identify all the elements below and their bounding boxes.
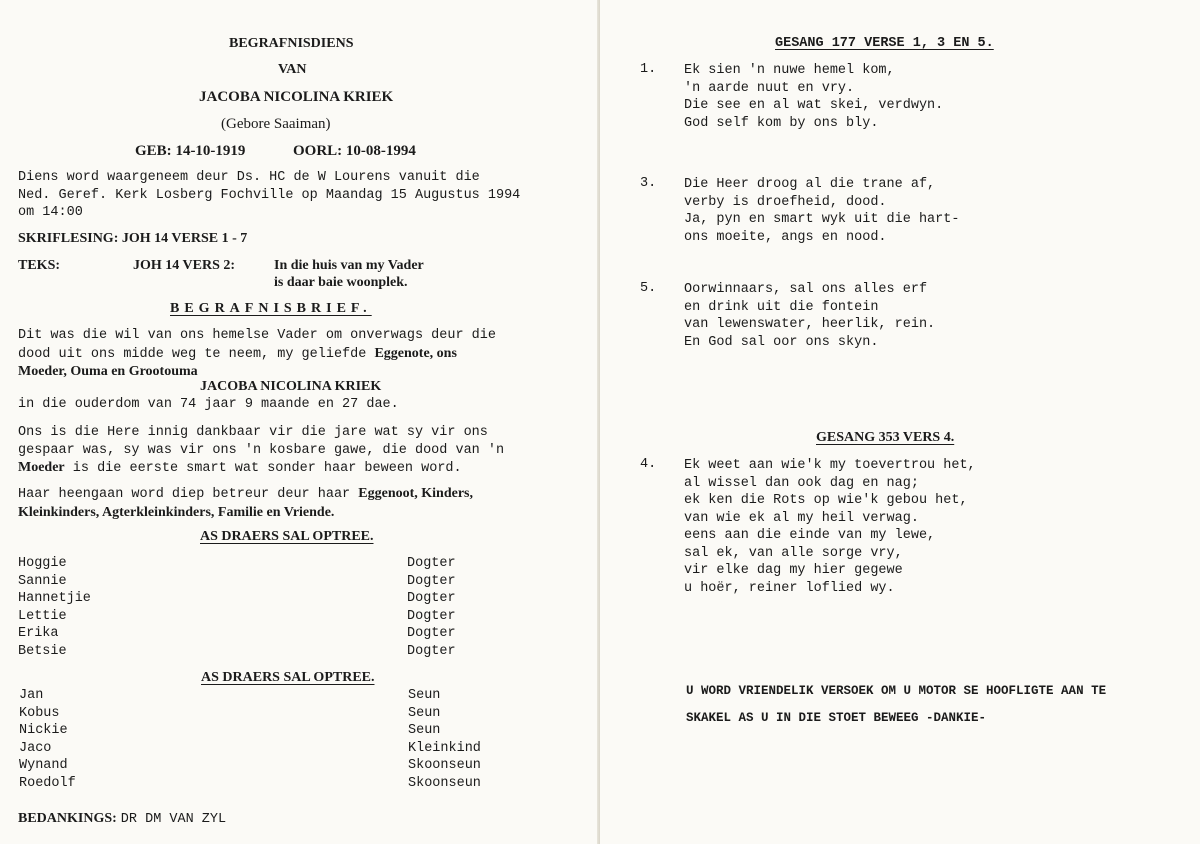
bearer-row — [19, 688, 499, 706]
hymn-verse — [640, 281, 656, 296]
bearers-heading-2: AS DRAERS SAL OPTREE. — [201, 670, 375, 685]
bearer-relation: Skoonseun — [408, 758, 481, 773]
verse-number: 4. — [640, 457, 657, 472]
service-line: Ned. Geref. Kerk Losberg Fochville op Maandag 15 Augustus 1994 — [18, 187, 521, 203]
verse-line: En God sal oor ons skyn. — [684, 334, 879, 350]
verse-line: ek ken die Rots op wie'k gebou het, — [684, 493, 968, 508]
hymn-verse-lines — [684, 62, 943, 132]
text-reference: JOH 14 VERS 2: — [133, 258, 236, 273]
letter-line: gespaar was, sy was vir ons 'n kosbare gawe, die dood van 'n — [18, 442, 505, 458]
letter-line — [18, 459, 504, 478]
bearer-row — [18, 556, 498, 574]
scripture-reading — [18, 231, 247, 247]
service-title: BEGRAFNISDIENS — [229, 36, 354, 51]
bearer-name: Jaco — [19, 740, 52, 756]
birth-date — [135, 143, 245, 160]
bearer-row — [18, 609, 498, 627]
bearer-relation: Dogter — [407, 608, 456, 624]
verse-line: Ek weet aan wie'k my toevertrou het, — [684, 458, 976, 473]
letter-line — [18, 485, 473, 504]
bearer-row — [19, 776, 499, 794]
bearers-list-2 — [19, 688, 499, 793]
hymn-verse — [640, 176, 656, 191]
bearer-row — [18, 574, 498, 592]
letter-emphasis: Eggenoot, Kinders, — [358, 486, 473, 501]
bearer-relation: Seun — [408, 688, 441, 703]
hymn-verse-lines — [684, 281, 935, 351]
verse-line: Die Heer droog al die trane af, — [684, 177, 936, 192]
letter-line — [18, 345, 496, 364]
bearer-name: Lettie — [18, 608, 67, 624]
bearer-row — [19, 758, 499, 776]
verse-number: 1. — [640, 62, 657, 77]
bearer-row — [19, 741, 499, 759]
verse-number: 5. — [640, 281, 657, 296]
bearer-relation: Dogter — [407, 591, 456, 606]
bearer-relation: Seun — [408, 723, 441, 738]
verse-line: Die see en al wat skei, verdwyn. — [684, 98, 944, 113]
letter-age: in die ouderdom van 74 jaar 9 maande en 27 dae. — [18, 397, 399, 412]
verse-line: al wissel dan ook dag en nag; — [684, 475, 919, 491]
letter-text: Haar heengaan word diep betreur deur haar — [18, 487, 351, 502]
bearer-relation: Dogter — [407, 643, 456, 659]
bearer-relation: Skoonseun — [408, 775, 481, 791]
bearers-heading-1: AS DRAERS SAL OPTREE. — [200, 529, 374, 544]
letter-paragraph-3 — [18, 485, 473, 521]
hymn-177-heading: GESANG 177 VERSE 1, 3 EN 5. — [775, 36, 994, 51]
hymn-verse-lines — [684, 176, 959, 246]
verse-line: u hoër, reiner loflied wy. — [684, 580, 895, 596]
verse-line: Ek sien 'n nuwe hemel kom, — [684, 63, 895, 78]
headlights-notice-line-1: U WORD VRIENDELIK VERSOEK OM U MOTOR SE HOOFLIGTE AAN TE — [686, 684, 1107, 698]
verse-line: sal ek, van alle sorge vry, — [684, 545, 903, 561]
service-details — [18, 169, 520, 222]
bearer-name: Hannetjie — [18, 591, 91, 606]
bearer-relation: Kleinkind — [408, 740, 481, 756]
bearer-name: Jan — [19, 688, 44, 703]
death-value: 10-08-1994 — [345, 143, 416, 159]
right-page — [600, 0, 1200, 844]
thanks-value: DR DM VAN ZYL — [120, 812, 227, 827]
verse-line: Ja, pyn en smart wyk uit die hart- — [684, 212, 960, 227]
verse-line: 'n aarde nuut en vry. — [684, 80, 855, 96]
verse-line: van wie ek al my heil verwag. — [684, 510, 919, 526]
letter-text: is die eerste smart wat sonder haar beween word. — [72, 461, 462, 476]
letter-line: Dit was die wil van ons hemelse Vader om onverwags deur die — [18, 328, 496, 343]
bearers-list-1 — [18, 556, 498, 661]
letter-paragraph-2 — [18, 424, 504, 478]
bearer-name: Nickie — [19, 723, 68, 738]
letter-emphasis: Eggenote, ons — [374, 345, 457, 361]
bearer-row — [19, 723, 499, 741]
birth-label: GEB: — [135, 143, 172, 159]
hymn-verse-lines — [684, 457, 976, 597]
scripture-value: JOH 14 VERSE 1 - 7 — [121, 231, 248, 246]
bearer-row — [18, 626, 498, 644]
bearer-row — [19, 706, 499, 724]
verse-line: en drink uit die fontein — [684, 299, 879, 315]
letter-line: Ons is die Here innig dankbaar vir die jare wat sy vir ons — [18, 425, 488, 440]
service-line: Diens word waargeneem deur Ds. HC de W Lourens vanuit die — [18, 170, 480, 185]
maiden-name: (Gebore Saaiman) — [221, 116, 331, 132]
letter-text: dood uit ons midde weg te neem, my geliefde — [18, 346, 367, 362]
verse-line: verby is droefheid, dood. — [684, 194, 887, 210]
death-date — [293, 143, 416, 160]
bearer-name: Wynand — [19, 758, 68, 773]
letter-deceased-name: JACOBA NICOLINA KRIEK — [200, 379, 382, 394]
verse-line: God self kom by ons bly. — [684, 115, 879, 131]
hymn-353-heading: GESANG 353 VERS 4. — [816, 430, 955, 445]
bearer-relation: Seun — [408, 705, 441, 721]
hymn-verse — [640, 457, 656, 472]
text-quote-line-1: In die huis van my Vader — [274, 258, 424, 273]
text-quote-line-2: is daar baie woonplek. — [274, 275, 408, 290]
letter-line: Moeder, Ouma en Grootouma — [18, 364, 198, 379]
verse-line: van lewenswater, heerlik, rein. — [684, 317, 936, 332]
bearer-relation: Dogter — [407, 556, 456, 571]
bearer-name: Roedolf — [19, 775, 76, 791]
van-label: VAN — [278, 62, 307, 77]
service-line: om 14:00 — [18, 205, 83, 220]
bearer-name: Betsie — [18, 643, 67, 659]
scripture-label: SKRIFLESING: — [18, 231, 119, 246]
verse-line: vir elke dag my hier gegewe — [684, 563, 903, 578]
verse-number: 3. — [640, 176, 657, 191]
bearer-row — [18, 644, 498, 662]
birth-value: 14-10-1919 — [175, 143, 246, 159]
verse-line: eens aan die einde van my lewe, — [684, 528, 936, 543]
verse-line: ons moeite, angs en nood. — [684, 229, 887, 245]
bearer-row — [18, 591, 498, 609]
letter-paragraph-1 — [18, 327, 496, 381]
bearer-name: Hoggie — [18, 556, 67, 571]
verse-line: Oorwinnaars, sal ons alles erf — [684, 282, 928, 297]
bearer-name: Kobus — [19, 705, 60, 721]
bearer-name: Sannie — [18, 573, 67, 589]
deceased-name: JACOBA NICOLINA KRIEK — [199, 89, 394, 105]
bearer-relation: Dogter — [407, 573, 456, 589]
death-label: OORL: — [293, 143, 343, 159]
letter-emphasis: Moeder — [18, 460, 65, 475]
thanks-label: BEDANKINGS: — [18, 811, 117, 826]
bearer-name: Erika — [18, 626, 59, 641]
bearer-relation: Dogter — [407, 626, 456, 641]
headlights-notice-line-2: SKAKEL AS U IN DIE STOET BEWEEG -DANKIE- — [686, 711, 987, 725]
letter-line: Kleinkinders, Agterkleinkinders, Familie en Vriende. — [18, 504, 335, 520]
text-label: TEKS: — [18, 258, 61, 273]
hymn-verse — [640, 62, 656, 77]
acknowledgements — [18, 809, 226, 827]
letter-heading: BEGRAFNISBRIEF. — [170, 301, 372, 316]
